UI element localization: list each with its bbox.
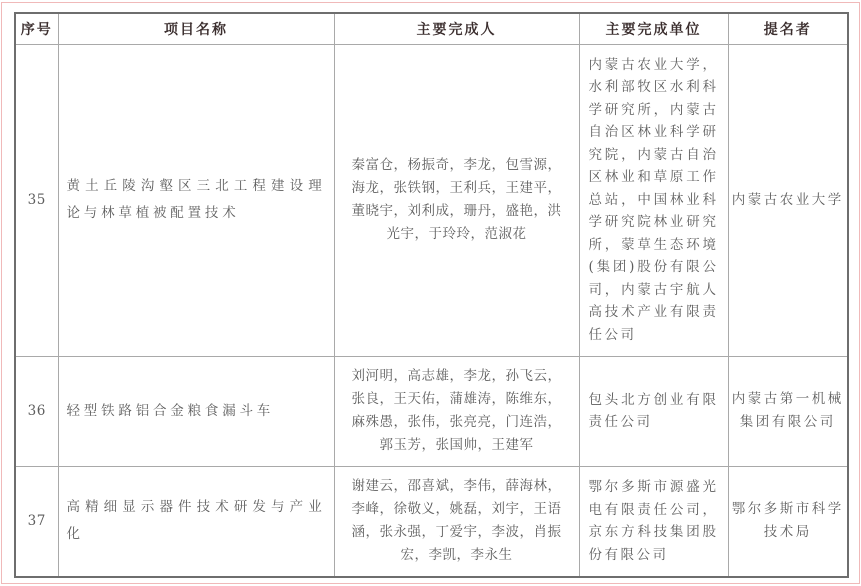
col-header-main-organizations: 主要完成单位 <box>579 13 728 44</box>
cell-main-contributors: 谢建云，邵喜斌，李伟，薛海林，李峰，徐敬义，姚磊，刘宇，王语涵，张永强，丁爱宇，李波，肖振宏，李凯，李永生 <box>334 466 579 577</box>
col-header-project-name: 项目名称 <box>58 13 334 44</box>
table-row-35 <box>15 44 848 356</box>
cell-main-contributors: 刘河明，高志雄，李龙，孙飞云，张良，王天佑，蒲雄涛，陈维东，麻殊愚，张伟，张亮亮，门连浩，郭玉芳，张国帅，王建军 <box>334 356 579 466</box>
cell-nominator: 内蒙古农业大学 <box>728 44 848 356</box>
table-header-row <box>15 13 848 44</box>
cell-serial-number: 36 <box>15 356 58 466</box>
cell-main-organizations: 鄂尔多斯市源盛光电有限责任公司，京东方科技集团股份有限公司 <box>579 466 728 577</box>
cell-serial-number: 37 <box>15 466 58 577</box>
cell-main-contributors: 秦富仓，杨振奇，李龙，包雪源，海龙，张铁钢，王利兵，王建平，董晓宇，刘利成，珊丹，盛艳，洪光宇，于玲玲，范淑花 <box>334 44 579 356</box>
cell-nominator: 内蒙古第一机械集团有限公司 <box>728 356 848 466</box>
award-nomination-table <box>14 12 849 578</box>
table-row-36 <box>15 356 848 466</box>
table-row-37 <box>15 466 848 577</box>
cell-nominator: 鄂尔多斯市科学技术局 <box>728 466 848 577</box>
cell-main-organizations: 包头北方创业有限责任公司 <box>579 356 728 466</box>
cell-serial-number: 35 <box>15 44 58 356</box>
col-header-serial-number: 序号 <box>15 13 58 44</box>
cell-project-name: 轻型铁路铝合金粮食漏斗车 <box>58 356 334 466</box>
cell-project-name: 黄土丘陵沟壑区三北工程建设理论与林草植被配置技术 <box>58 44 334 356</box>
col-header-nominator: 提名者 <box>728 13 848 44</box>
cell-project-name: 高精细显示器件技术研发与产业化 <box>58 466 334 577</box>
col-header-main-contributors: 主要完成人 <box>334 13 579 44</box>
cell-main-organizations: 内蒙古农业大学，水利部牧区水利科学研究所，内蒙古自治区林业科学研究院，内蒙古自治区林业和草原工作总站，中国林业科学研究院林业研究所，蒙草生态环境(集团)股份有限公司，内蒙古宇航人高技术产业有限责任公司 <box>579 44 728 356</box>
